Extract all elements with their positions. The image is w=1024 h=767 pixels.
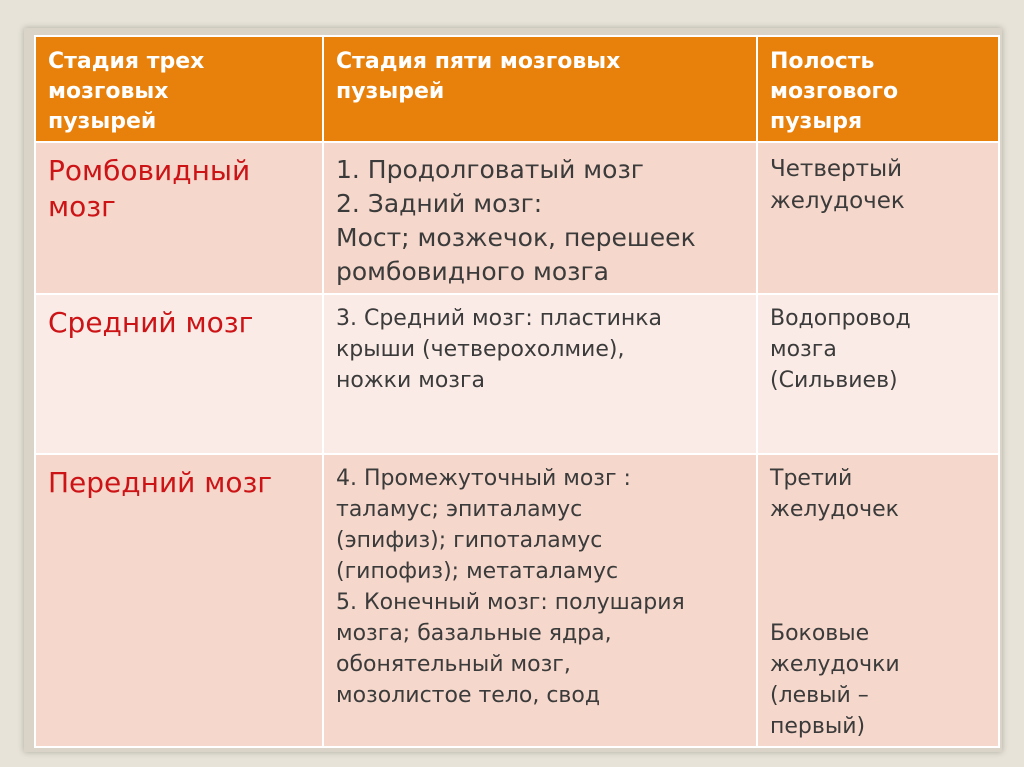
- header-vesicle-cavity: Полость мозгового пузыря: [757, 36, 999, 142]
- table-header-row: [35, 36, 999, 142]
- cell-cavity: Четвертый желудочек: [757, 142, 999, 294]
- table-row-prosencephalon: [35, 454, 999, 747]
- cell-cavity: Третий желудочек Боковые желудочки (левый – первый): [757, 454, 999, 747]
- cell-stage-five: 1. Продолговатый мозг 2. Задний мозг: Мост; мозжечок, перешеек ромбовидного мозга: [323, 142, 757, 294]
- header-three-vesicle-stage: Стадия трех мозговых пузырей: [35, 36, 323, 142]
- cell-cavity: Водопровод мозга (Сильвиев): [757, 294, 999, 454]
- table-row-rhombencephalon: [35, 142, 999, 294]
- header-five-vesicle-stage: Стадия пяти мозговых пузырей: [323, 36, 757, 142]
- table-row-mesencephalon: [35, 294, 999, 454]
- cell-stage-five: 4. Промежуточный мозг : таламус; эпиталамус (эпифиз); гипоталамус (гипофиз); метаталамус 5. Конечный мозг: полушария мозга; базальные ядра, обонятельный мозг, мозолистое тело, свод: [323, 454, 757, 747]
- brain-vesicle-table: [34, 35, 1000, 748]
- cell-stage-three: Средний мозг: [35, 294, 323, 454]
- cavity-spacer: [770, 525, 986, 618]
- cell-stage-three: Передний мозг: [35, 454, 323, 747]
- cell-stage-five: 3. Средний мозг: пластинка крыши (четверохолмие), ножки мозга: [323, 294, 757, 454]
- cell-stage-three: Ромбовидный мозг: [35, 142, 323, 294]
